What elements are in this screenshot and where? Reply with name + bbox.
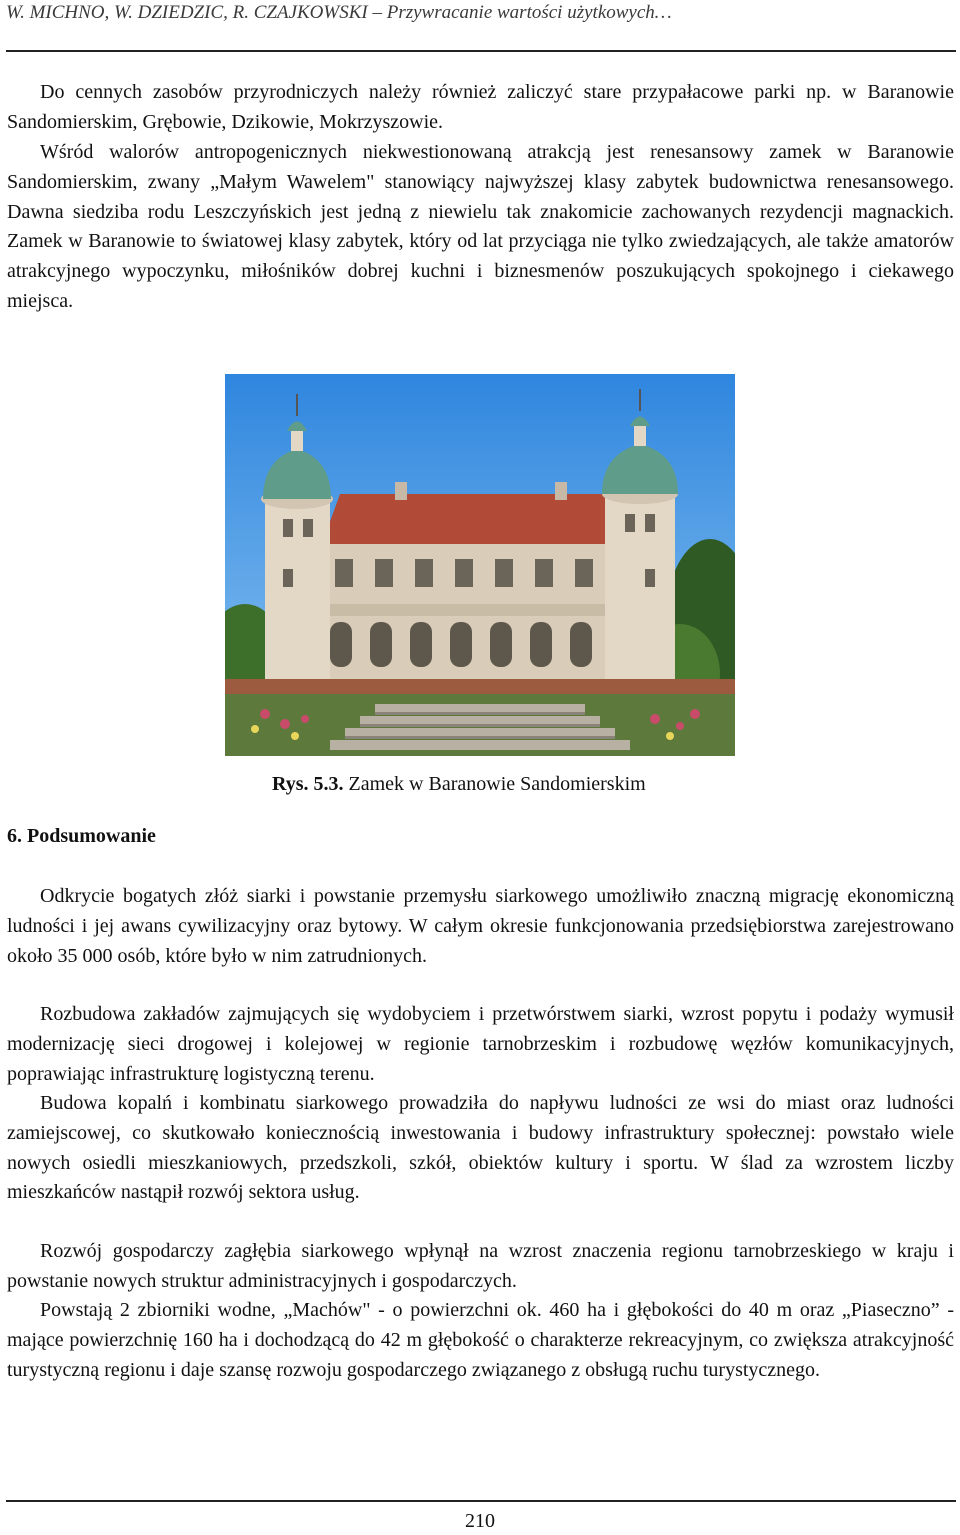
- tower-right: [605, 494, 675, 694]
- figure-caption-text: Zamek w Baranowie Sandomierskim: [348, 773, 646, 795]
- running-header: W. MICHNO, W. DZIEDZIC, R. CZAJKOWSKI – Przywracanie wartości użytkowych…: [6, 2, 672, 23]
- tower-left: [265, 499, 330, 694]
- castle-photo: [225, 374, 735, 756]
- figure-number: Rys. 5.3.: [272, 773, 344, 795]
- summary-paragraph-3: Budowa kopalń i kombinatu siarkowego prowadziła do napływu ludności ze wsi do miast oraz ludności zamiejscowej, co skutkowało koniecznością inwestowania i budowy infrastruktury społecznej: powstało wiele nowych osiedli mieszkaniowych, przedszkoli, szkół, obiektów kultury i sportu. W ślad za wzrostem liczby mieszkańców nastąpił rozwój sektora usług.: [7, 1092, 954, 1204]
- summary-paragraph-2: Rozbudowa zakładów zajmujących się wydobyciem i przetwórstwem siarki, wzrost popytu i podaży wymusił modernizację sieci drogowej i kolejowej w regionie tarnobrzeskim i rozbudowę węzłów komunikacyjnych, poprawiając infrastrukturę logistyczną terenu.: [7, 1003, 954, 1085]
- summary-paragraph-5: Powstają 2 zbiorniki wodne, „Machów" - o powierzchni ok. 460 ha i głębokości do 40 m oraz „Piaseczno” - mające powierzchnię 160 ha i dochodzącą do 42 m głębokość o charakterze rekreacyjnym, co zwiększa atrakcyjność turystyczną regionu i daje szansę rozwoju gospodarczego związanego z obsługą ruchu turystycznego.: [7, 1299, 954, 1381]
- section-heading: 6. Podsumowanie: [7, 825, 156, 847]
- footer-divider: [6, 1500, 956, 1502]
- page-number: 210: [465, 1510, 495, 1532]
- intro-paragraph-1: Do cennych zasobów przyrodniczych należy również zaliczyć stare przypałacowe parki np. w Baranowie Sandomierskim, Grębowie, Dzikowie, Mokrzyszowie.: [7, 81, 954, 133]
- summary-paragraph-1: Odkrycie bogatych złóż siarki i powstanie przemysłu siarkowego umożliwiło znaczną migrację ekonomiczną ludności i jej awans cywilizacyjny oraz bytowy. W całym okresie funkcjonowania przedsiębiorstwa zarejestrowano około 35 000 osób, które było w nim zatrudnionych.: [7, 885, 954, 967]
- summary-paragraph-4: Rozwój gospodarczy zagłębia siarkowego wpłynął na wzrost znaczenia regionu tarnobrzeskiego w kraju i powstanie nowych struktur administracyjnych i gospodarczych.: [7, 1240, 954, 1292]
- intro-paragraph-2: Wśród walorów antropogenicznych niekwestionowaną atrakcją jest renesansowy zamek w Baranowie Sandomierskim, zwany „Małym Wawelem" stanowiący najwyższej klasy zabytek budownictwa renesansowego. Dawna siedziba rodu Leszczyńskich jest jedną z niewielu tak znakomicie zachowanych rezydencji magnackich. Zamek w Baranowie to światowej klasy zabytek, który od lat przyciąga nie tylko zwiedzających, ale także amatorów atrakcyjnego wypoczynku, miłośników dobrej kuchni i biznesmenów poszukujących spokojnego i ciekawego miejsca.: [7, 141, 954, 312]
- figure-caption: [272, 770, 646, 798]
- facade: [315, 544, 645, 694]
- main-roof: [320, 494, 630, 549]
- header-divider: [6, 50, 956, 52]
